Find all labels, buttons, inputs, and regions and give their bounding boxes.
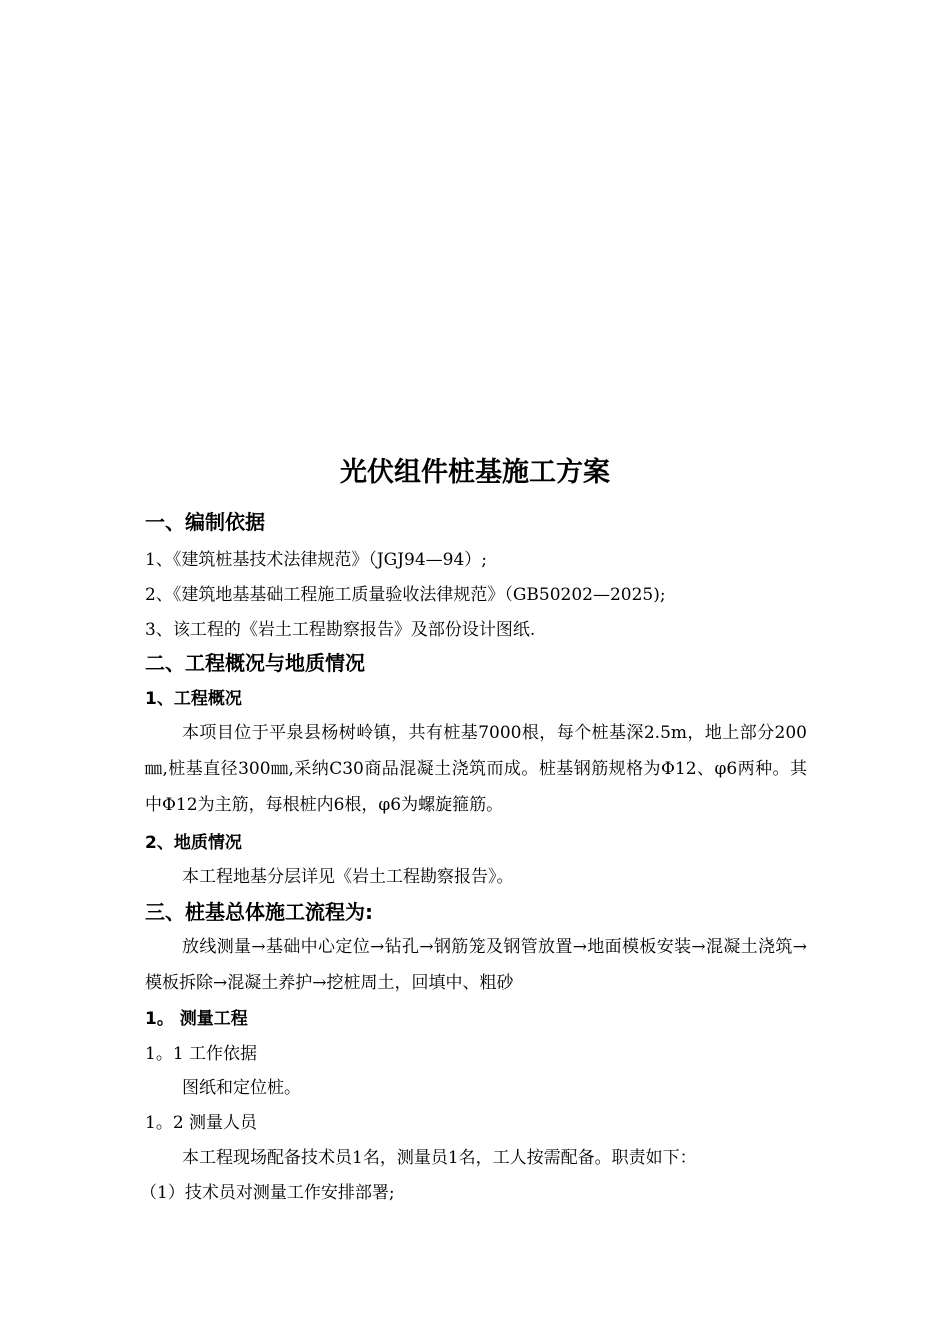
basis-item-2: 2、《建筑地基基础工程施工质量验收法律规范》（GB50202—2025);	[145, 585, 666, 605]
survey-duty-1: （1）技术员对测量工作安排部署;	[140, 1183, 395, 1203]
survey-basis-heading: 1。1 工作依据	[145, 1044, 258, 1064]
subheading-survey: 1。 测量工程	[145, 1009, 248, 1029]
document-title: 光伏组件桩基施工方案	[340, 457, 610, 488]
survey-basis-text: 图纸和定位桩。	[182, 1078, 301, 1098]
geology-text: 本工程地基分层详见《岩土工程勘察报告》。	[182, 867, 514, 887]
section-heading-process: 三、桩基总体施工流程为:	[145, 900, 373, 924]
section-heading-overview: 二、工程概况与地质情况	[145, 651, 365, 675]
survey-staff-heading: 1。2 测量人员	[145, 1113, 258, 1133]
section-heading-basis: 一、编制依据	[145, 510, 265, 534]
basis-item-1: 1、《建筑桩基技术法律规范》（JGJ94—94）;	[145, 550, 488, 570]
project-overview-text: 本项目位于平泉县杨树岭镇，共有桩基7000根，每个桩基深2.5m，地上部分200㎜,桩基直径300㎜,采纳C30商品混凝土浇筑而成。桩基钢筋规格为Φ12、φ6两种。其中Φ12为主筋，每根桩内6根，φ6为螺旋箍筋。	[145, 723, 807, 815]
subheading-geology: 2、地质情况	[145, 833, 242, 853]
survey-staff-text: 本工程现场配备技术员1名，测量员1名，工人按需配备。职责如下：	[182, 1148, 697, 1168]
basis-item-3: 3、该工程的《岩土工程勘察报告》及部份设计图纸.	[145, 620, 536, 640]
subheading-project-overview: 1、工程概况	[145, 689, 242, 709]
process-flow-text: 放线测量→基础中心定位→钻孔→钢筋笼及钢管放置→地面模板安装→混凝土浇筑→模板拆除→混凝土养护→挖桩周土，回填中、粗砂	[145, 937, 807, 993]
